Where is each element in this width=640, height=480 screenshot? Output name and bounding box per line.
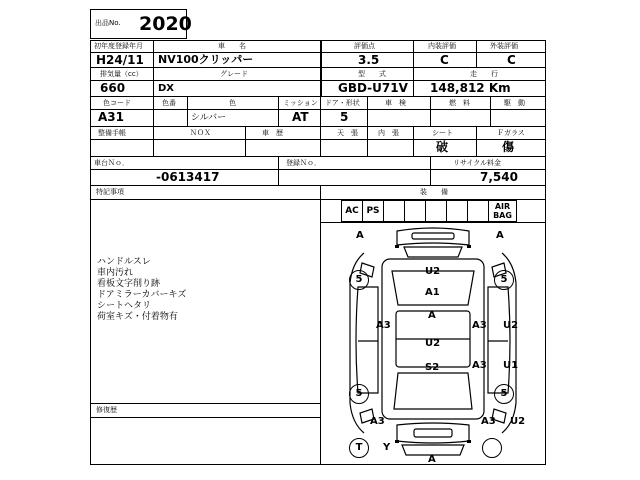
mark-front-left: A (356, 230, 364, 241)
chassis-header: 車台Ｎｏ． (94, 159, 129, 167)
spare-tire-circle (482, 438, 502, 458)
equipment-row (341, 200, 517, 222)
equip-airbag: AIR BAG (488, 200, 517, 222)
interior-value: C (440, 53, 449, 67)
remark-item: ドアミラーカバーキズ (97, 290, 187, 300)
mark-tire-y: Y (383, 442, 391, 453)
glass-value: 傷 (502, 140, 515, 154)
chassis-value: -0613417 (156, 170, 220, 184)
fuel-header: 燃 料 (449, 99, 470, 107)
exterior-value: C (507, 53, 516, 67)
lot-box (90, 9, 192, 39)
drive-header: 駆 動 (504, 99, 525, 107)
glass-header: Ｆガラス (497, 129, 525, 137)
first-reg-header: 初年度登録年月 (94, 42, 143, 50)
mark-rear-a: A (428, 454, 436, 465)
maint-header: 整備手帳 (98, 129, 126, 137)
equip-slot-4 (404, 200, 426, 222)
mark-side-right-a3b: A3 (472, 360, 487, 371)
tire-t-circle: T (349, 438, 369, 458)
first-reg-value: H24/11 (96, 53, 144, 67)
mark-roof-u2b: U2 (425, 338, 441, 349)
mark-side-right-a3: A3 (472, 320, 487, 331)
model-value: GBD-U71V (338, 81, 408, 95)
wheel-rr-circle: 5 (494, 384, 514, 404)
displacement-header: 排気量（cc） (100, 70, 143, 78)
wheel-rl-circle: 5 (349, 384, 369, 404)
color-code-value: A31 (98, 110, 124, 124)
wheel-fr-circle: 5 (494, 270, 514, 290)
lot-label: 出品No. (95, 19, 121, 27)
mark-rear-right-a3: A3 (481, 416, 496, 427)
lot-number: 2020 (139, 13, 192, 35)
mark-side-left-a3: A3 (376, 320, 391, 331)
mark-side-right-u1: U1 (503, 360, 519, 371)
exterior-header: 外装評価 (490, 42, 518, 50)
equipment-header: 装 備 (420, 188, 448, 196)
grade-value: DX (158, 83, 175, 94)
remark-item: 看板文字削り跡 (97, 279, 161, 289)
mark-roof-s2: S2 (425, 362, 440, 373)
recycle-header: リサイクル料金 (453, 159, 502, 167)
displacement-value: 660 (100, 81, 126, 95)
mission-header: ミッション (283, 99, 318, 107)
wheel-fl-circle: 5 (349, 270, 369, 290)
equip-slot-6 (446, 200, 468, 222)
mark-rear-right-u2: U2 (510, 416, 526, 427)
mission-value: AT (292, 110, 309, 124)
doors-header: ドア・形状 (325, 99, 360, 107)
seat-header: シート (432, 129, 453, 137)
sunroof-header: 天 張 (337, 129, 358, 137)
equip-slot-5 (425, 200, 447, 222)
remark-item: ハンドルスレ (97, 257, 151, 267)
history-header: 車 歴 (262, 129, 283, 137)
mark-rear-left-a3: A3 (370, 416, 385, 427)
seat-value: 破 (436, 140, 449, 154)
remarks-header: 特記事項 (96, 188, 124, 196)
equip-slot-3 (383, 200, 405, 222)
interior2-header: 内 張 (378, 129, 399, 137)
grade-header: グレード (220, 70, 248, 78)
car-name-header: 車 名 (218, 42, 246, 50)
model-header: 型 式 (358, 70, 386, 78)
doors-value: 5 (340, 110, 349, 124)
mark-side-right-u2: U2 (503, 320, 519, 331)
remark-item: 車内汚れ (97, 268, 134, 278)
mileage-value: 148,812 Km (430, 81, 511, 95)
regno-header: 登録Ｎｏ． (286, 159, 321, 167)
mark-roof-a1: A1 (425, 287, 440, 298)
repair-header: 修復歴 (96, 406, 117, 414)
equip-slot-7 (467, 200, 489, 222)
nox-header: ＮＯＸ (190, 129, 211, 137)
mark-hood-a: A (428, 310, 436, 321)
score-header: 評価点 (354, 42, 375, 50)
inspection-header: 車 検 (385, 99, 406, 107)
interior-header: 内装評価 (428, 42, 456, 50)
recycle-value: 7,540 (480, 170, 518, 184)
color-value: シルバー (191, 113, 227, 123)
color-num-header: 色番 (162, 99, 176, 107)
remark-item: シートヘタリ (97, 301, 152, 311)
score-value: 3.5 (358, 53, 380, 67)
equip-ac: AC (341, 200, 363, 222)
car-name-value: NV100クリッパー (158, 53, 254, 66)
color-code-header: 色コード (103, 99, 131, 107)
mark-front-right: A (496, 230, 504, 241)
mark-roof-u2: U2 (425, 266, 441, 277)
equip-ps: PS (362, 200, 384, 222)
mileage-header: 走 行 (470, 70, 498, 78)
remark-item: 荷室キズ・付着物有 (97, 312, 178, 322)
color-header: 色 (229, 99, 236, 107)
